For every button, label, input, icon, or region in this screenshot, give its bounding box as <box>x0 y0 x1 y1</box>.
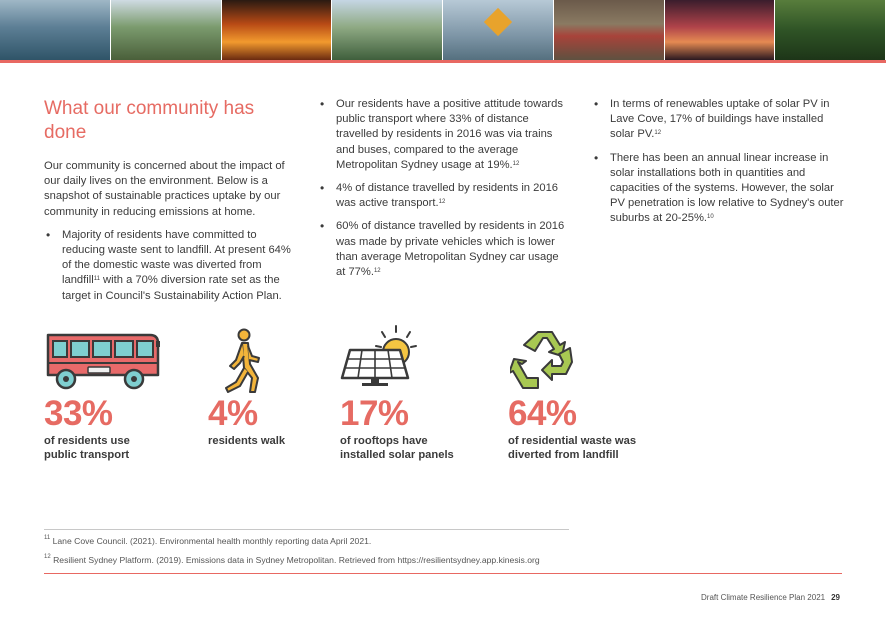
vertical-garden-building-image <box>332 0 443 60</box>
flood-warning-sign-image <box>443 0 554 60</box>
page-number: 29 <box>831 593 840 602</box>
banner-divider <box>0 60 886 63</box>
left-column <box>44 97 292 312</box>
footnote-11: $^{11}$ Lane Cove Council. (2021). Environmental health monthly reporting data April 2021. <box>44 535 372 546</box>
list-item: • There has been an annual linear increase in solar installations both in quantities and capacities of the systems. However, the solar PV penetration is low relative to Sydney's outer suburbs at 20-25%.$^{10}$ <box>592 151 844 227</box>
stat-value: 17% <box>340 394 409 433</box>
footer-divider <box>44 573 842 574</box>
right-column <box>592 97 844 235</box>
lightning-storm-image <box>665 0 776 60</box>
stat-waste <box>508 396 636 462</box>
page-footer <box>701 593 840 602</box>
bushfire-image <box>222 0 333 60</box>
stat-value: 64% <box>508 394 577 433</box>
stat-value: 33% <box>44 394 113 433</box>
list-item: • In terms of renewables uptake of solar PV in Lave Cove, 17% of buildings have installed solar PV.$^{12}$ <box>592 97 844 143</box>
stat-caption: residents walk <box>208 435 286 447</box>
middle-bullet-list <box>318 97 570 280</box>
stat-caption: of residential waste was diverted from landfill <box>508 435 637 461</box>
stat-caption: of rooftops have installed solar panels <box>340 435 454 461</box>
list-item: • 60% of distance travelled by residents in 2016 was made by private vehicles which is lower than average Metropolitan Sydney car usage at 77%.$^{12}$ <box>318 219 570 280</box>
house-in-garden-image <box>111 0 222 60</box>
right-bullet-list <box>592 97 844 227</box>
car-in-flood-image <box>554 0 665 60</box>
banner-photo-strip <box>0 0 886 60</box>
recycle-icon <box>510 328 580 392</box>
middle-column <box>318 97 570 288</box>
stat-caption: of residents use public transport <box>44 435 130 461</box>
solar-panel-icon <box>338 324 422 388</box>
stat-value: 4% <box>208 394 258 433</box>
intro-paragraph: Our community is concerned about the impact of our daily lives on the environment. Below is a snapshot of sustainable practices uptake by our community in reducing emissions at home. <box>44 160 285 218</box>
rainforest-image <box>775 0 886 60</box>
page-heading: What our community has done <box>44 98 255 143</box>
stat-public-transport <box>44 396 130 462</box>
ocean-wave-image <box>0 0 111 60</box>
stat-walk <box>208 396 285 448</box>
left-bullet-list <box>44 228 292 304</box>
walking-person-icon <box>222 328 262 396</box>
list-item: • Our residents have a positive attitude towards public transport where 33% of distance travelled by residents in 2016 was via trains and buses, compared to the average Metropolitan Sydney usage at 19%.$^{12}$ <box>318 97 570 173</box>
footnote-12: $^{12}$ Resilient Sydney Platform. (2019). Emissions data in Sydney Metropolitan. Retrieved from https://resilientsydney.app.kinesis.org <box>44 554 540 565</box>
document-title: Draft Climate Resilience Plan 2021 <box>701 593 826 602</box>
list-item: • 4% of distance travelled by residents in 2016 was active transport.$^{12}$ <box>318 181 570 211</box>
bus-icon <box>44 333 162 391</box>
list-item: • Majority of residents have committed to reducing waste sent to landfill. At present 64% of the domestic waste was diverted from landfill$^{11}$ with a 70% diversion rate set as the target in Council's Sustainability Action Plan. <box>44 228 292 304</box>
footnote-divider <box>44 529 569 530</box>
stat-solar <box>340 396 454 462</box>
